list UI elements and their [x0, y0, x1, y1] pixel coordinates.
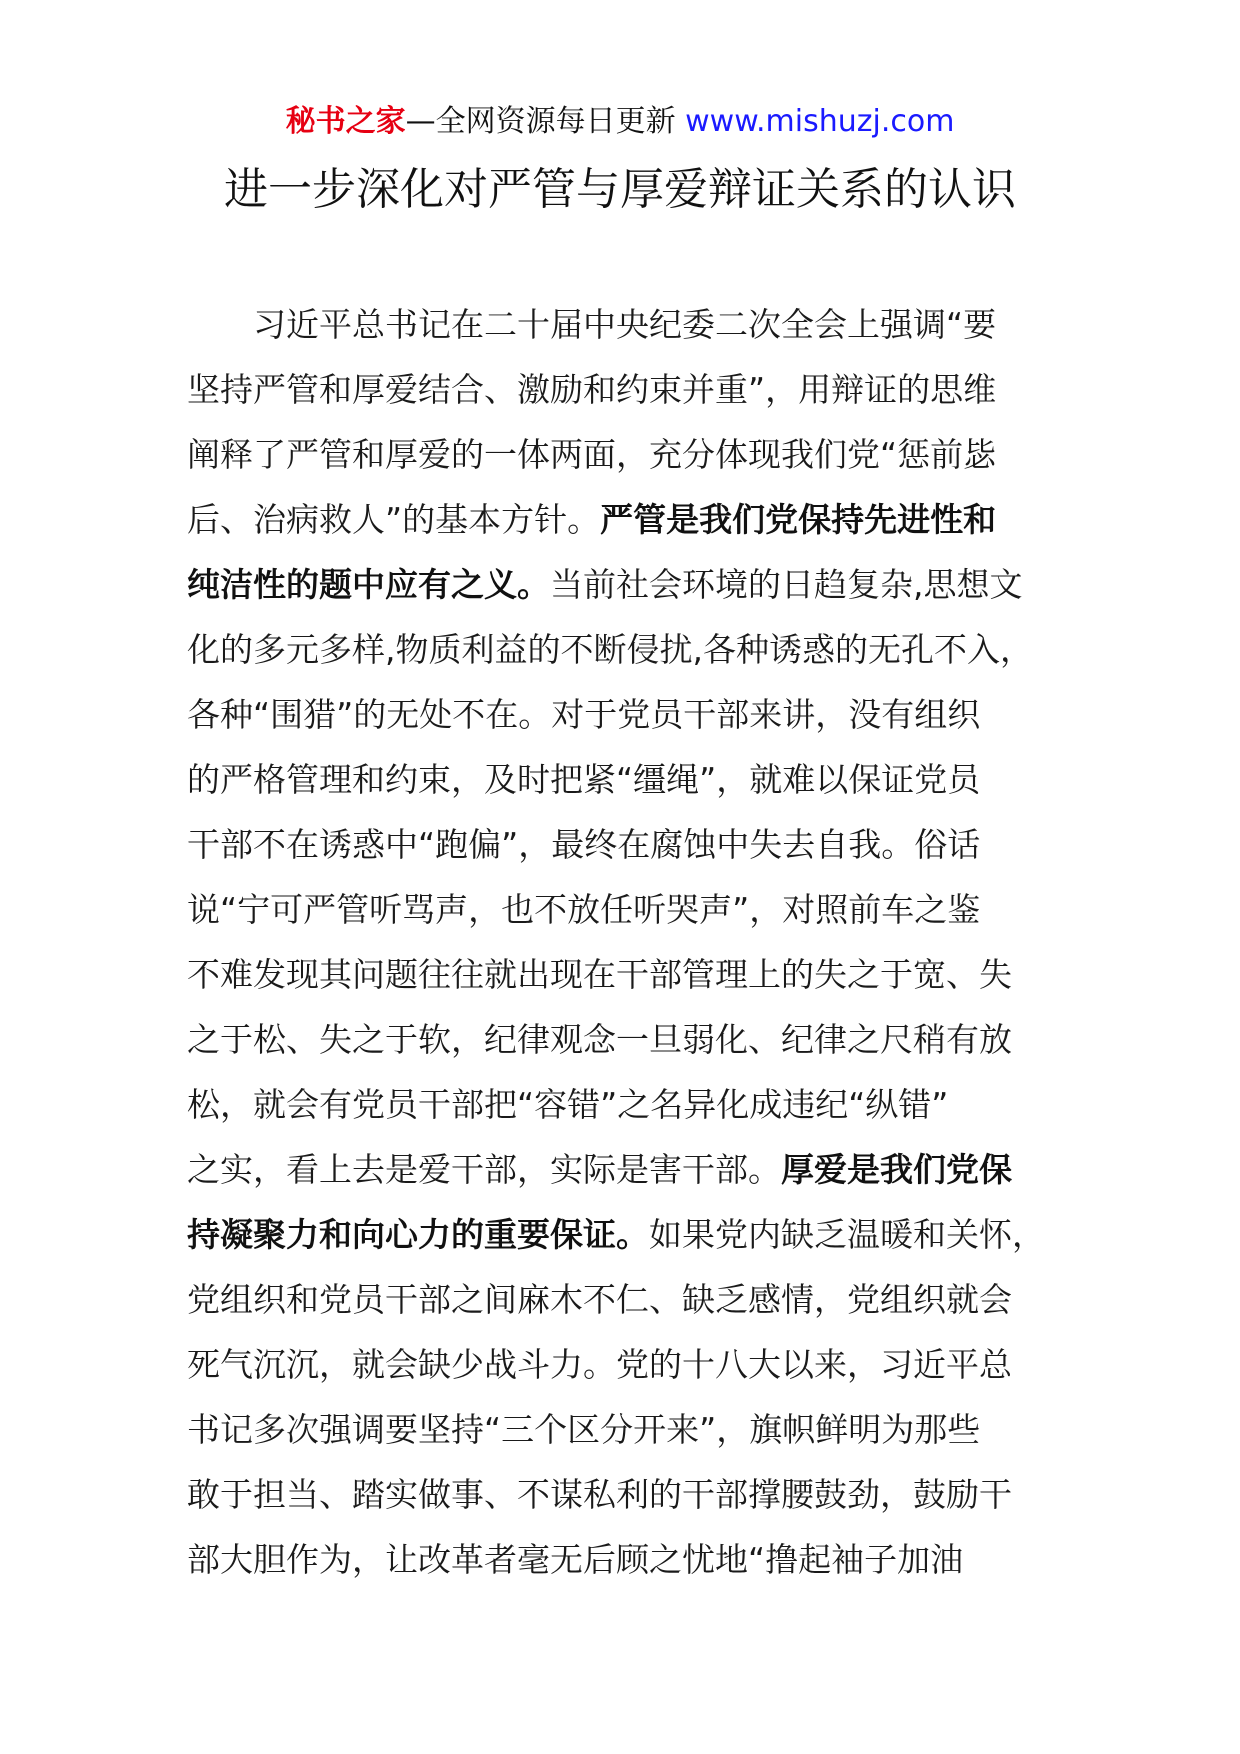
bold-phrase: 严管是我们党保持先进性和 — [600, 500, 997, 539]
text-line: 之于松、失之于软，纪律观念一旦弱化、纪律之尺稍有放 — [187, 1020, 1012, 1059]
text-line: 习近平总书记在二十届中央纪委二次全会上强调“要 — [253, 305, 997, 344]
text-line: 的严格管理和约束，及时把紧“缰绳”，就难以保证党员 — [187, 760, 981, 799]
text-line: 化的多元多样,物质利益的不断侵扰,各种诱惑的无孔不入， — [187, 630, 1033, 669]
text-line: 党组织和党员干部之间麻木不仁、缺乏感情，党组织就会 — [187, 1280, 1012, 1319]
text-line: 敢于担当、踏实做事、不谋私利的干部撑腰鼓劲，鼓励干 — [187, 1475, 1012, 1514]
text-line: 之实，看上去是爱干部，实际是害干部。厚爱是我们党保 — [187, 1150, 1012, 1189]
text-line: 后、治病救人”的基本方针。严管是我们党保持先进性和 — [187, 500, 997, 539]
brand-name: 秘书之家 — [285, 104, 406, 139]
text-line: 坚持严管和厚爱结合、激励和约束并重”，用辩证的思维 — [187, 370, 997, 409]
header-tagline: —全网资源每日更新 — [405, 104, 686, 139]
document-title: 进一步深化对严管与厚爱辩证关系的认识 — [224, 164, 1016, 215]
text-line: 持凝聚力和向心力的重要保证。如果党内缺乏温暖和关怀， — [187, 1215, 1045, 1254]
text-line: 书记多次强调要坚持“三个区分开来”，旗帜鲜明为那些 — [187, 1410, 981, 1449]
text-line: 不难发现其问题往往就出现在干部管理上的失之于宽、失 — [187, 955, 1012, 994]
text-line: 松，就会有党员干部把“容错”之名异化成违纪“纵错” — [187, 1085, 949, 1124]
text-line: 说“宁可严管听骂声，也不放任听哭声”，对照前车之鉴 — [187, 890, 981, 929]
bold-phrase: 厚爱是我们党保 — [781, 1150, 1012, 1189]
text-line: 干部不在诱惑中“跑偏”，最终在腐蚀中失去自我。俗话 — [187, 825, 981, 864]
site-url: www.mishuzj.com — [685, 104, 955, 139]
text-line: 部大胆作为，让改革者毫无后顾之忧地“撸起袖子加油 — [187, 1540, 964, 1579]
site-header — [0, 100, 1240, 144]
text-line: 纯洁性的题中应有之义。当前社会环境的日趋复杂,思想文 — [187, 565, 1023, 604]
text-line: 死气沉沉，就会缺少战斗力。党的十八大以来，习近平总 — [187, 1345, 1012, 1384]
text-line: 各种“围猎”的无处不在。对于党员干部来讲，没有组织 — [187, 695, 981, 734]
bold-phrase: 持凝聚力和向心力的重要保证。 — [187, 1215, 649, 1254]
bold-phrase: 纯洁性的题中应有之义。 — [187, 565, 550, 604]
text-line: 阐释了严管和厚爱的一体两面，充分体现我们党“惩前毖 — [187, 435, 997, 474]
body-paragraph — [187, 292, 1067, 1592]
